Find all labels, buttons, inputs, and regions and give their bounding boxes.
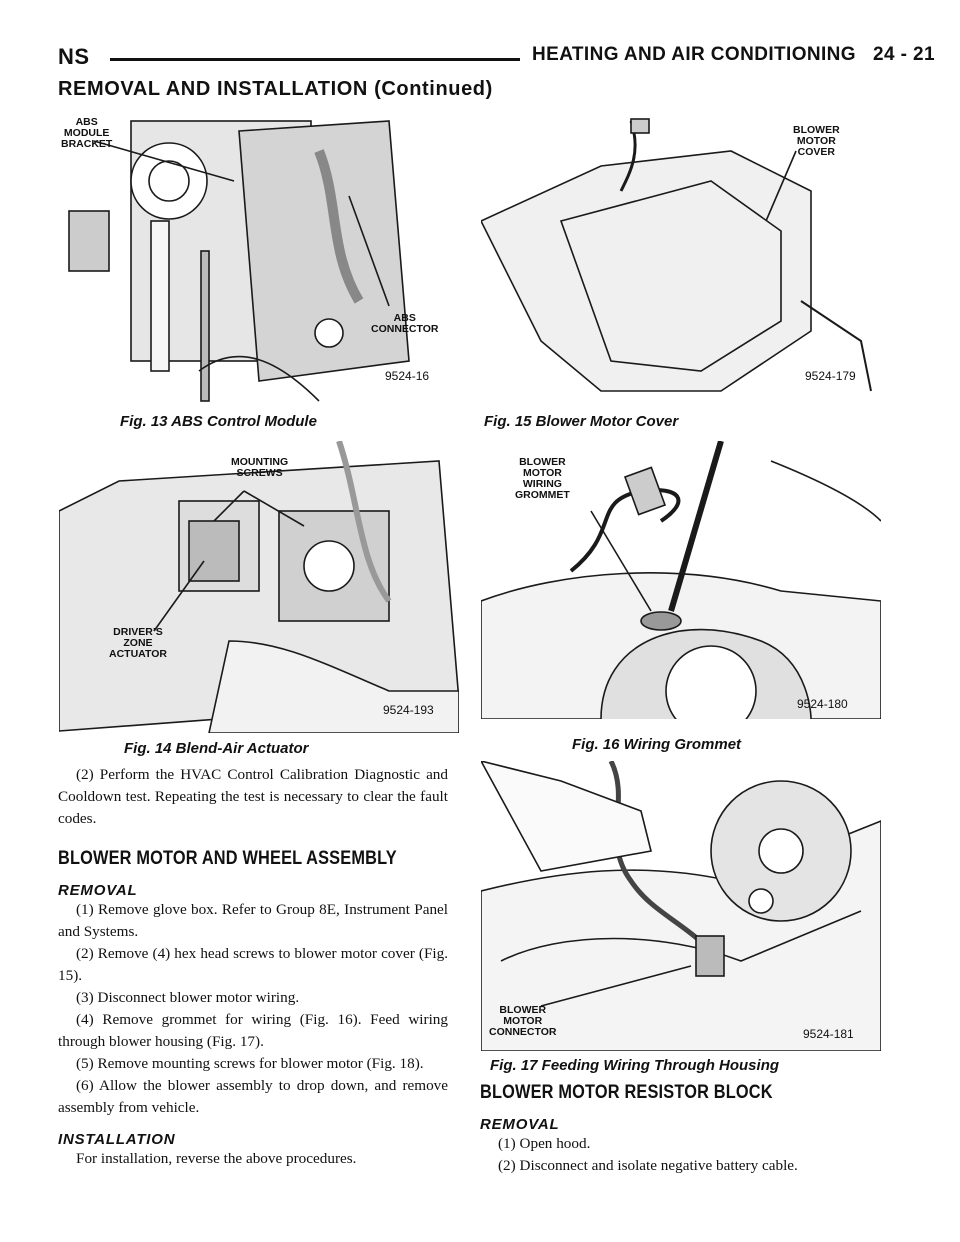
- figure-17-caption: Fig. 17 Feeding Wiring Through Housing: [490, 1057, 780, 1074]
- figure-13-number: 9524-16: [385, 369, 430, 383]
- removal-step-1: (1) Remove glove box. Refer to Group 8E, Instrument Panel and Systems.: [58, 901, 448, 940]
- removal-step-2: (2) Remove (4) hex head screws to blower motor cover (Fig. 15).: [58, 945, 448, 984]
- left-column-text: [58, 764, 448, 1170]
- removal-step-4: (4) Remove grommet for wiring (Fig. 16). Feed wiring through blower housing (Fig. 17).: [58, 1011, 448, 1050]
- header-title-page: HEATING AND AIR CONDITIONING 24 - 21: [532, 44, 935, 65]
- figure-17-feeding-wiring: [480, 760, 882, 1052]
- label-mounting-screws: MOUNTING SCREWS: [231, 456, 289, 480]
- header-section-code: NS: [58, 44, 90, 69]
- figure-15-number: 9524-179: [805, 369, 856, 383]
- figure-14-number: 9524-193: [383, 703, 434, 717]
- label-blower-motor-wiring-grommet: BLOWER MOTOR WIRING GROMMET: [515, 456, 570, 502]
- section-heading-blower-motor: BLOWER MOTOR AND WHEEL ASSEMBLY: [58, 848, 397, 869]
- figure-13-caption: Fig. 13 ABS Control Module: [120, 413, 317, 430]
- installation-text: For installation, reverse the above procedures.: [76, 1150, 357, 1167]
- subheading-removal: REMOVAL: [58, 882, 138, 899]
- figure-14-blend-air-actuator: [58, 440, 460, 734]
- figure-17-number: 9524-181: [803, 1027, 854, 1041]
- figure-15-blower-motor-cover: [480, 110, 882, 404]
- figure-14-illustration: [59, 441, 459, 733]
- resistor-step-1: (1) Open hood.: [498, 1135, 591, 1152]
- figure-16-number: 9524-180: [797, 697, 848, 711]
- subheading-removal-resistor: REMOVAL: [480, 1116, 560, 1133]
- label-abs-connector: ABS CONNECTOR: [371, 312, 439, 336]
- label-blower-motor-cover: BLOWER MOTOR COVER: [793, 124, 840, 159]
- resistor-step-2: (2) Disconnect and isolate negative battery cable.: [498, 1157, 798, 1174]
- label-abs-module-bracket: ABS MODULE BRACKET: [61, 116, 113, 151]
- removal-step-5: (5) Remove mounting screws for blower motor (Fig. 18).: [76, 1055, 424, 1072]
- figure-13-abs-control-module: [58, 110, 460, 404]
- label-drivers-zone-actuator: DRIVER’S ZONE ACTUATOR: [109, 626, 167, 661]
- label-blower-motor-connector: BLOWER MOTOR CONNECTOR: [489, 1004, 557, 1039]
- header-rule: [110, 58, 520, 61]
- section-heading-resistor-block: BLOWER MOTOR RESISTOR BLOCK: [480, 1082, 773, 1103]
- intro-paragraph: (2) Perform the HVAC Control Calibration Diagnostic and Cooldown test. Repeating the test is necessary to clear the fault codes.: [58, 766, 448, 827]
- removal-step-3: (3) Disconnect blower motor wiring.: [76, 989, 300, 1006]
- subheading-installation: INSTALLATION: [58, 1131, 176, 1148]
- figure-16-wiring-grommet: [480, 440, 882, 720]
- right-column-text: [480, 1064, 880, 1177]
- removal-step-6: (6) Allow the blower assembly to drop down, and remove assembly from vehicle.: [58, 1077, 448, 1116]
- continued-title: REMOVAL AND INSTALLATION (Continued): [58, 78, 493, 100]
- figure-14-caption: Fig. 14 Blend-Air Actuator: [124, 740, 309, 757]
- figure-16-caption: Fig. 16 Wiring Grommet: [572, 736, 742, 753]
- figure-15-caption: Fig. 15 Blower Motor Cover: [484, 413, 679, 430]
- figure-13-illustration: [59, 111, 459, 403]
